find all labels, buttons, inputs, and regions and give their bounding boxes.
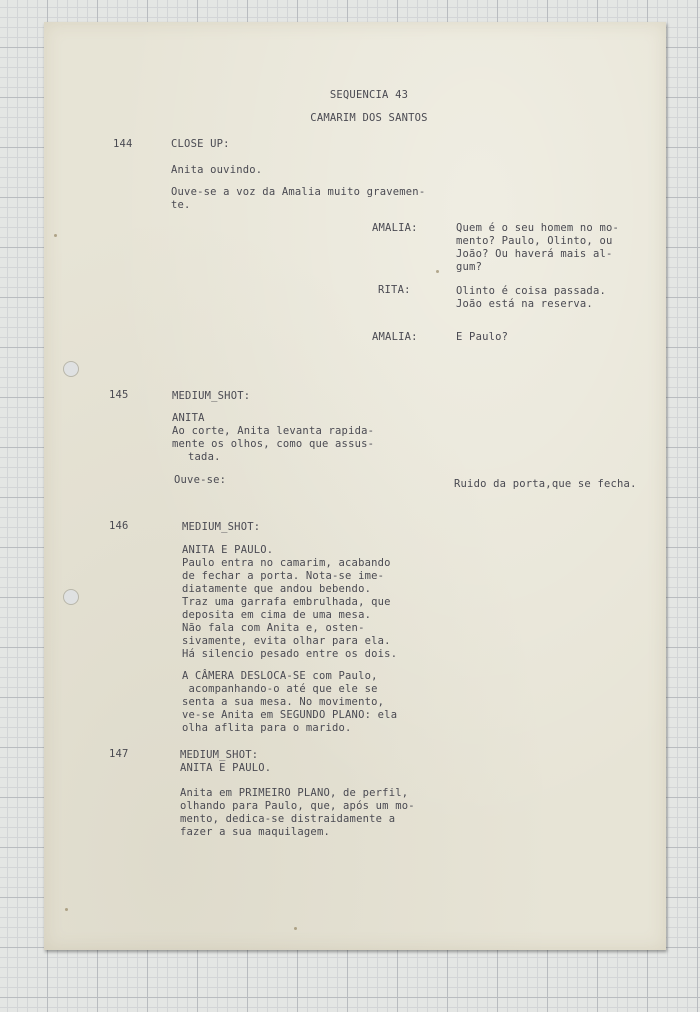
dialogue-line: gum? [456,261,483,273]
action-line: fazer a sua maquilagem. [180,826,330,838]
action-line: ANITA E PAULO. [180,762,272,774]
dialogue-line: E Paulo? [456,331,509,343]
scene-number: 145 [109,389,129,401]
action-line: olha aflita para o marido. [182,722,352,734]
punch-hole-bottom [63,589,79,605]
shot-type: MEDIUM_SHOT: [180,749,259,761]
action-line: olhando para Paulo, que, após um mo- [180,800,415,812]
action-line: Ao corte, Anita levanta rapida- [172,425,375,437]
shot-type: MEDIUM_SHOT: [182,521,261,533]
action-line: A CÂMERA DESLOCA-SE com Paulo, [182,670,378,682]
action-line: Anita ouvindo. [171,164,263,176]
action-line: senta a sua mesa. No movimento, [182,696,385,708]
action-line: acompanhando-o até que ele se [182,683,378,695]
action-line: Anita em PRIMEIRO PLANO, de perfil, [180,787,409,799]
scene-number: 147 [109,748,129,760]
action-line: Ouve-se a voz da Amalia muito gravemen- [171,186,426,198]
action-line: deposita em cima de uma mesa. [182,609,372,621]
dialogue-line: João? Ou haverá mais al- [456,248,613,260]
action-line: mente os olhos, como que assus- [172,438,375,450]
punch-hole-top [63,361,79,377]
action-line: diatamente que andou bebendo. [182,583,372,595]
speaker-name: AMALIA: [372,331,418,343]
speaker-name: RITA: [378,284,411,296]
location-title: CAMARIM DOS SANTOS [310,112,428,124]
paper-spot [294,927,297,930]
shot-type: MEDIUM_SHOT: [172,390,251,402]
scene-number: 144 [113,138,133,150]
sound-cue-label: Ouve-se: [174,474,227,486]
action-line: Paulo entra no camarim, acabando [182,557,391,569]
action-line: de fechar a porta. Nota-se ime- [182,570,385,582]
action-line: ANITA [172,412,205,424]
scene-number: 146 [109,520,129,532]
paper-spot [65,908,68,911]
action-line: ANITA E PAULO. [182,544,274,556]
dialogue-line: mento? Paulo, Olinto, ou [456,235,613,247]
dialogue-line: João está na reserva. [456,298,593,310]
dialogue-line: Olinto é coisa passada. [456,285,606,297]
action-line: Não fala com Anita e, osten- [182,622,365,634]
action-line: Traz uma garrafa embrulhada, que [182,596,391,608]
shot-type: CLOSE UP: [171,138,230,150]
action-line: te. [171,199,191,211]
sequence-title: SEQUENCIA 43 [329,89,409,101]
action-line: sivamente, evita olhar para ela. [182,635,391,647]
dialogue-line: Quem é o seu homem no mo- [456,222,620,234]
action-line: tada. [188,451,221,463]
action-line: ve-se Anita em SEGUNDO PLANO: ela [182,709,398,721]
script-page [44,22,666,950]
speaker-name: AMALIA: [372,222,418,234]
sound-cue-text: Ruido da porta,que se fecha. [454,478,637,490]
paper-spot [436,270,439,273]
paper-spot [54,234,57,237]
action-line: mento, dedica-se distraidamente a [180,813,396,825]
action-line: Há silencio pesado entre os dois. [182,648,398,660]
